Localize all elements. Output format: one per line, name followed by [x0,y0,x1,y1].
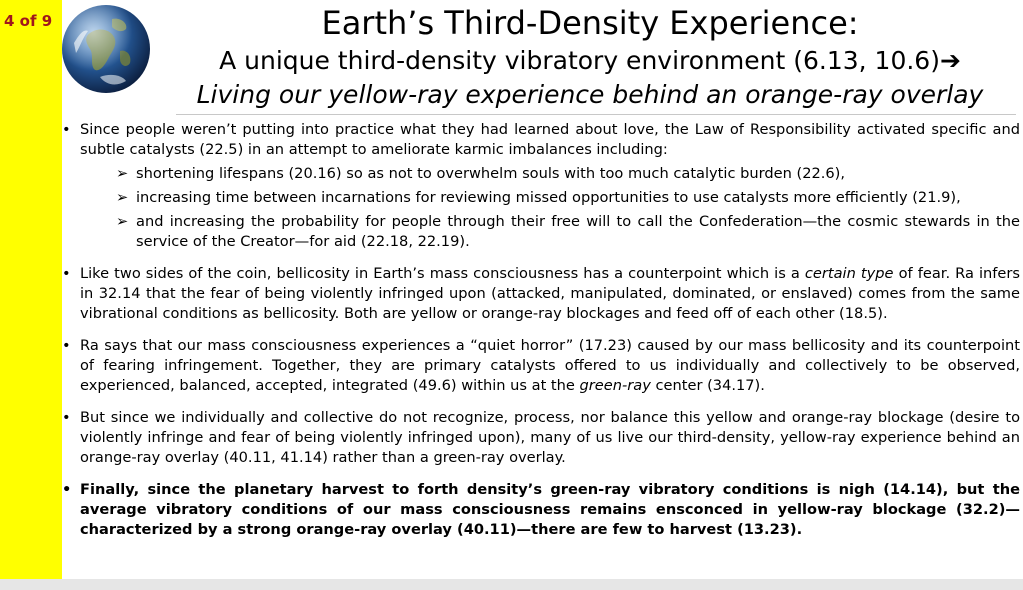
bullet-text-part: Ra says that our mass consciousness experiences a “quiet horror” (17.23) caused by our mass bellicosity and its counterpoint of fearing infringement. Together, they are primary catalysts offered to us individually and collectively to be observed, experienced, balanced, accepted, integrated (49.6) within us at the [80,337,1020,394]
bullet-dot: • [62,481,72,498]
bullet-dot: • [62,337,71,354]
bullet-text [80,265,1020,322]
bullet-item-bold [62,480,1020,540]
arrowhead-bullet: ➢ [116,213,129,230]
bullet-item [62,120,1020,252]
slide-title: Earth’s Third-Density Experience: [321,4,859,42]
arrowhead-bullet: ➢ [116,165,129,182]
bullet-text-part: Like two sides of the coin, bellicosity in Earth’s mass consciousness has a counterpoint which is a [80,265,805,282]
arrowhead-bullet: ➢ [116,189,129,206]
bullet-text: But since we individually and collective do not recognize, process, nor balance this yellow and orange-ray blockage (desire to violently infringe and fear of being violently infringed upon), many of us live our third-density, yellow-ray experience behind an orange-ray overlay (40.11, 41.14) rather than a green-ray overlay. [80,409,1020,466]
bullet-dot: • [62,265,71,282]
bullet-dot: • [62,409,71,426]
bullet-item [62,264,1020,324]
yellow-sidebar [0,0,62,579]
bullet-text-part: center (34.17). [650,377,765,394]
bullet-item [62,408,1020,468]
bullet-list [62,120,1020,552]
bullet-text-emphasis: certain type [804,265,894,282]
bullet-text [80,337,1020,394]
slide-subtitle-italic: Living our yellow-ray experience behind an orange-ray overlay [196,80,984,109]
bullet-text: Finally, since the planetary harvest to forth density’s green-ray vibratory conditions is nigh (14.14), but the average vibratory conditions of our mass consciousness remains ensconced in yellow-ray blockage (32.2)—characterized by a strong orange-ray overlay (40.11)—there are few to harvest (13.23). [80,481,1020,538]
sub-bullet-text: shortening lifespans (20.16) so as not to overwhelm souls with too much catalytic burden (22.6), [136,165,846,182]
sub-bullet-text: increasing time between incarnations for reviewing missed opportunities to use catalysts more efficiently (21.9), [136,189,961,206]
bullet-text-emphasis: green-ray [579,377,651,394]
bullet-item [62,336,1020,396]
slide-counter: 4 of 9 [4,12,53,30]
sub-bullet-item [80,188,1020,208]
title-divider [176,114,1016,115]
earth-globe-icon [60,3,152,95]
bottom-bar [0,579,1023,590]
sub-bullet-text: and increasing the probability for people through their free will to call the Confederation—the cosmic stewards in the service of the Creator—for aid (22.18, 22.19). [136,213,1020,250]
slide-subtitle: A unique third-density vibratory environment (6.13, 10.6)➔ [219,46,961,75]
sub-bullet-item [80,212,1020,252]
bullet-text-part: of fear. Ra infers in 32.14 that the fear of being violently infringed upon (attacked, manipulated, dominated, or enslaved) comes from the same vibrational conditions as bellicosity. Both are yellow or orange-ray blockages and feed off of each other (18.5). [80,265,1020,322]
sub-bullet-item [80,164,1020,184]
bullet-text: Since people weren’t putting into practice what they had learned about love, the Law of Responsibility activated specific and subtle catalysts (22.5) in an attempt to ameliorate karmic imbalances including: [80,121,1020,158]
bullet-dot: • [62,121,71,138]
